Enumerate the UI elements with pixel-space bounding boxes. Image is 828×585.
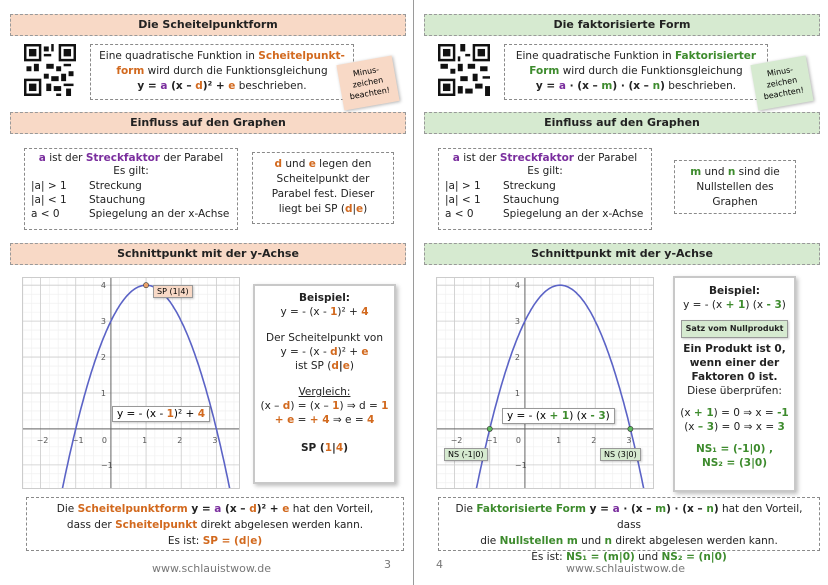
- t: |: [338, 360, 343, 372]
- lbl: )² +: [173, 408, 198, 420]
- eq-part: )² +: [202, 80, 229, 92]
- eq: )² +: [337, 346, 362, 358]
- t: ): [349, 360, 354, 372]
- t: (x –: [221, 503, 250, 515]
- x-tick-label: −1: [485, 435, 498, 445]
- lbl: ): [605, 410, 610, 422]
- t: Faktoren 0 ist.: [691, 371, 778, 383]
- paren: ): [363, 203, 368, 215]
- graph-label-right: [502, 408, 615, 424]
- t: ⇒ e =: [329, 414, 367, 426]
- x-tick-label: 2: [591, 435, 597, 445]
- a-text-2: der Parabel: [159, 152, 224, 164]
- qr-code-icon[interactable]: [24, 44, 76, 96]
- t: Es ist:: [531, 551, 567, 563]
- x-tick-label: 1: [142, 435, 148, 445]
- y-tick-label: 1: [100, 388, 106, 398]
- t: n: [604, 535, 612, 547]
- sticky-note-minus: Minus-zeichen beachten!: [750, 55, 813, 110]
- t: d: [282, 400, 291, 412]
- eq: ): [660, 80, 665, 92]
- y-tick-label: 3: [100, 317, 106, 327]
- eq: y = - (x -: [280, 346, 331, 358]
- intro-box: [90, 44, 354, 100]
- footer-url[interactable]: www.schlauistwow.de: [566, 562, 686, 575]
- t: wenn einer der: [689, 357, 780, 369]
- t: -1: [777, 407, 789, 419]
- point-marker: [487, 426, 492, 431]
- t: ist der: [459, 152, 500, 164]
- de-text: legen den Scheitelpunkt der Parabel fest. Dieser liegt bei SP (: [271, 158, 375, 215]
- title-scheitelpunktform: Die Scheitelpunktform: [10, 14, 406, 36]
- effect: Streckung: [89, 180, 142, 192]
- t: a: [214, 503, 222, 515]
- eq: ) · (x –: [612, 80, 653, 92]
- t: e: [282, 503, 290, 515]
- x-tick-label: −1: [71, 435, 84, 445]
- t: 4: [366, 414, 375, 426]
- streckfaktor-label: Streckfaktor: [499, 152, 574, 164]
- ns2-result: NS₂ = (3|0): [701, 457, 768, 469]
- sticky-note-minus: Minus-zeichen beachten!: [336, 55, 399, 110]
- t: SP = (d|e): [202, 535, 263, 547]
- section-influence: Einfluss auf den Graphen: [424, 112, 820, 134]
- effect: Stauchung: [89, 194, 146, 206]
- t: Diese überprüfen:: [687, 385, 782, 397]
- t: direkt abgelesen werden kann.: [611, 535, 778, 547]
- t: ): [713, 503, 719, 515]
- point-marker: [628, 426, 633, 431]
- ns1-result: NS₁ = (-1|0) ,: [695, 443, 774, 455]
- satz-nullprodukt-badge: Satz vom Nullprodukt: [681, 320, 789, 338]
- t: dass der: [66, 519, 116, 531]
- und: und: [701, 166, 728, 178]
- t: =: [294, 414, 310, 426]
- t: – 3: [697, 421, 715, 433]
- eq-part: y =: [137, 80, 161, 92]
- x-tick-label: 0: [101, 435, 107, 445]
- section-influence: Einfluss auf den Graphen: [10, 112, 406, 134]
- eq: d: [330, 346, 338, 358]
- param-d: d: [274, 158, 283, 170]
- section-y-intercept: Schnittpunkt mit der y-Achse: [10, 243, 406, 265]
- eq: 1: [330, 306, 338, 318]
- effect: Spiegelung an der x-Achse: [503, 208, 644, 220]
- mn-text: sind die Nullstellen des Graphen: [696, 166, 780, 208]
- intro-text-2: wird durch die Funktionsgleichung: [559, 65, 743, 77]
- x-tick-label: 2: [177, 435, 183, 445]
- eq: e: [361, 346, 369, 358]
- effect: Spiegelung an der x-Achse: [89, 208, 230, 220]
- m-n-box: [674, 160, 796, 214]
- graph-label-left: [112, 406, 210, 422]
- example-head: Beispiel:: [298, 292, 350, 304]
- t: d: [249, 503, 257, 515]
- t: und: [577, 535, 605, 547]
- vergleich: Vergleich:: [298, 386, 351, 398]
- t: (x –: [260, 400, 283, 412]
- page-number: 4: [436, 558, 443, 571]
- intro-text-3: beschrieben.: [235, 80, 307, 92]
- eq-e: e: [228, 80, 236, 92]
- t: und: [634, 551, 662, 563]
- param-e: e: [356, 203, 364, 215]
- example-box-left: [253, 284, 396, 484]
- a-parameter-box: [438, 148, 652, 230]
- cond: a < 0: [445, 208, 474, 220]
- param-n: n: [727, 166, 736, 178]
- point-marker: [143, 283, 148, 288]
- summary-box-left: [26, 497, 404, 551]
- eq: ) (x: [745, 299, 767, 311]
- t: SP (: [301, 442, 325, 454]
- t: ) = 0 ⇒ x =: [714, 421, 778, 433]
- x-tick-label: 3: [212, 435, 218, 445]
- eq: · (x –: [565, 80, 602, 92]
- eq: n: [652, 80, 661, 92]
- param-d: d: [344, 203, 353, 215]
- t: Ein Produkt ist 0,: [683, 343, 786, 355]
- t: Scheitelpunktform: [77, 503, 188, 515]
- x-tick-label: −2: [450, 435, 463, 445]
- y-tick-label: 3: [514, 317, 520, 327]
- t: der Parabel: [573, 152, 638, 164]
- x-tick-label: 0: [515, 435, 521, 445]
- eq-d: d: [195, 80, 203, 92]
- t: e: [342, 360, 350, 372]
- eq: )² +: [337, 306, 362, 318]
- t: (x: [680, 407, 694, 419]
- intro-text-3: beschrieben.: [664, 80, 737, 92]
- param-e: e: [308, 158, 316, 170]
- t: ist SP (: [295, 360, 332, 372]
- eq: y = - (x -: [280, 306, 331, 318]
- intro-highlight: Faktorisierter Form: [529, 50, 757, 77]
- d-e-box: [252, 152, 394, 224]
- cond: a < 0: [31, 208, 60, 220]
- sp-tag: SP (1|4): [153, 285, 193, 298]
- t: Es ist:: [167, 535, 203, 547]
- page-number: 3: [384, 558, 391, 571]
- y-tick-label: 2: [100, 353, 106, 363]
- ns2-tag: NS (3|0): [600, 448, 641, 461]
- intro-text-2: wird durch die Funktionsgleichung: [144, 65, 328, 77]
- t: 4: [335, 442, 344, 454]
- intro-text: Eine quadratische Funktion in: [515, 50, 675, 62]
- param-a: a: [452, 152, 460, 164]
- t: 1: [324, 442, 333, 454]
- t: hat den Vorteil, dass: [616, 503, 803, 531]
- t: direkt abgelesen werden kann.: [197, 519, 364, 531]
- y-tick-label: 4: [100, 281, 106, 291]
- text: Der Scheitelpunkt von: [266, 332, 383, 344]
- eq: y = - (x: [683, 299, 726, 311]
- example-box-right: [673, 276, 796, 492]
- y-tick-label: −1: [100, 460, 113, 470]
- es-gilt: Es gilt:: [113, 165, 149, 177]
- lbl: y = - (x: [507, 410, 550, 422]
- cond: |a| > 1: [31, 180, 67, 192]
- page-right: [414, 0, 828, 585]
- t: ) = 0 ⇒ x =: [713, 407, 778, 419]
- und: und: [282, 158, 309, 170]
- param-m: m: [690, 166, 702, 178]
- y-tick-label: −1: [514, 460, 527, 470]
- t: |: [332, 442, 336, 454]
- t: Die: [56, 503, 78, 515]
- intro-box: [504, 44, 768, 100]
- footer-url[interactable]: www.schlauistwow.de: [152, 562, 272, 575]
- t: y =: [586, 503, 613, 515]
- t: Die: [455, 503, 477, 515]
- t: 1: [332, 400, 340, 412]
- cond: |a| < 1: [445, 194, 481, 206]
- t: ): [343, 442, 348, 454]
- lbl: 4: [197, 408, 205, 420]
- eq-part: (x –: [167, 80, 196, 92]
- x-tick-label: −2: [36, 435, 49, 445]
- example-head: Beispiel:: [708, 285, 760, 297]
- eq: ): [781, 299, 786, 311]
- lbl: + 1: [549, 410, 570, 422]
- t: + 1: [693, 407, 714, 419]
- a-parameter-box: [24, 148, 238, 230]
- t: )² +: [256, 503, 283, 515]
- t: Nullstellen m: [499, 535, 578, 547]
- lbl: 1: [166, 408, 174, 420]
- t: NS₁ = (m|0): [566, 551, 635, 563]
- y-tick-label: 4: [514, 281, 520, 291]
- qr-code-icon[interactable]: [438, 44, 490, 96]
- eq: a: [558, 80, 566, 92]
- t: + e: [274, 414, 295, 426]
- t: n: [706, 503, 714, 515]
- t: Scheitelpunkt: [115, 519, 198, 531]
- t: d: [331, 360, 339, 372]
- eq: + 1: [725, 299, 746, 311]
- t: 1: [381, 400, 389, 412]
- streckfaktor-label: Streckfaktor: [85, 152, 160, 164]
- section-y-intercept: Schnittpunkt mit der y-Achse: [424, 243, 820, 265]
- intro-highlight: Scheitelpunkt-form: [116, 50, 345, 77]
- t: NS₂ = (n|0): [661, 551, 727, 563]
- param-a: a: [38, 152, 46, 164]
- eq: 4: [361, 306, 369, 318]
- t: (x: [684, 421, 698, 433]
- eq: - 3: [766, 299, 782, 311]
- lbl: - 3: [590, 410, 606, 422]
- t: m: [655, 503, 667, 515]
- title-faktorisierte-form: Die faktorisierte Form: [424, 14, 820, 36]
- effect: Stauchung: [503, 194, 560, 206]
- t: ) · (x –: [666, 503, 707, 515]
- t: ) = (x –: [290, 400, 333, 412]
- bar: |: [352, 203, 357, 215]
- t: hat den Vorteil,: [289, 503, 374, 515]
- t: + 4: [309, 414, 330, 426]
- cond: |a| > 1: [445, 180, 481, 192]
- es-gilt: Es gilt:: [527, 165, 563, 177]
- lbl: ) (x: [569, 410, 591, 422]
- t: y =: [187, 503, 215, 515]
- t: a: [612, 503, 620, 515]
- summary-box-right: [438, 497, 820, 563]
- ns1-tag: NS (-1|0): [444, 448, 488, 461]
- x-tick-label: 1: [556, 435, 562, 445]
- eq: m: [601, 80, 613, 92]
- parabola-graph-left: [22, 277, 240, 489]
- y-tick-label: 1: [514, 388, 520, 398]
- t: · (x –: [619, 503, 656, 515]
- y-tick-label: 2: [514, 353, 520, 363]
- x-tick-label: 3: [626, 435, 632, 445]
- cond: |a| < 1: [31, 194, 67, 206]
- eq-a: a: [160, 80, 168, 92]
- effect: Streckung: [503, 180, 556, 192]
- eq: y =: [535, 80, 559, 92]
- t: ) ⇒ d =: [339, 400, 382, 412]
- t: 3: [777, 421, 785, 433]
- t: die: [480, 535, 500, 547]
- lbl: y = - (x -: [117, 408, 167, 420]
- a-text: ist der: [45, 152, 86, 164]
- t: Faktorisierte Form: [476, 503, 586, 515]
- intro-text: Eine quadratische Funktion in: [99, 50, 259, 62]
